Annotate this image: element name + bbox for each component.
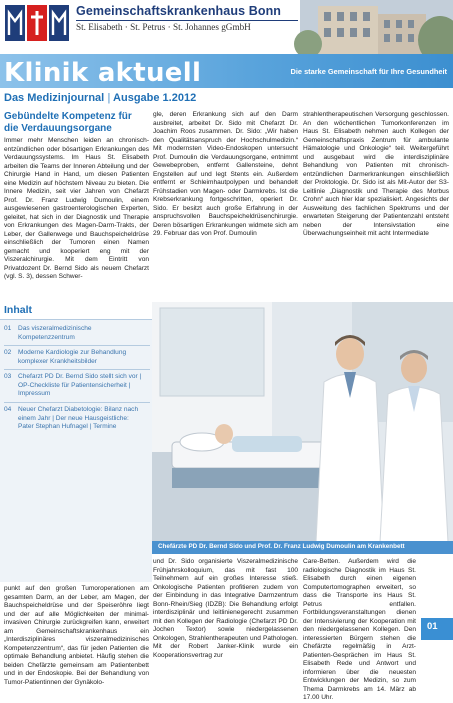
hospital-logo-icon (4, 3, 70, 45)
toc-divider (4, 369, 150, 370)
article-column-3: strahlentherapeutischen Versorgung geschlossen. An den wöchentlichen Tumorkonferenzen im Haus St. Elisabeth nehmen auch Kollegen der Gemeinschaftspraxis Zentrum für ambulante Hämatologie und Onkologie“ teil. Weitergeführt und ausgebaut wird die interdisziplinäre Behandlung von Patienten mit chronisch-entzündlichen Darmerkrankungen einschließlich der Proktologie. Dr. Sido ist als Mit-Autor der S3-Leitlinie „Diagnostik und Therapie des Morbus Crohn“ auch hier klar spezialisiert. Angesichts der Ausweitung des fachlichen Spektrums und der erwarteten Steigerung der Patientenzahl entsteht neben der Intensivstation eine Überwachungseinheit mit acht Intermediate (303, 111, 449, 237)
toc-divider (4, 402, 150, 403)
journal-subtitle: Das Medizinjournal (4, 92, 105, 104)
organization-subtitle: St. Elisabeth · St. Petrus · St. Johannes gGmbH (76, 22, 251, 32)
article-column-1: Immer mehr Menschen leiden an chronisch-entzündlichen oder bösartigen Erkrankungen des Verdauungssystems. Im Haus St. Elisabeth arbeiten die Teams der Inneren Abteilung und der Chirurgie Hand in Hand, um diesen Patienten eine Medizin auf höchstem Niveau zu bieten. Die Innere Medizin, seit vier Jahren von Chefarzt Prof. Dr. Franz Ludwig Dumoulin, einem ausgewiesenen gastroenterologischen Experten, geleitet, hat sich in der Diagnostik und Therapie von Erkrankungen des Magen-Darm-Trakts, der Leber, der Gallenwege und Bauchspeicheldrüse einschließlich der Tumoren einen Namen gemacht und kooperiert eng mit der Viszeralchirurgie. Mit dem Eintritt von Privatdozent Dr. Bernd Sido als neuem Chefarzt (vgl. S. 3), dessen Schwer- (4, 137, 149, 280)
page-number: 01 (427, 621, 438, 632)
header-divider (76, 20, 298, 21)
journal-title: Klinik aktuell (4, 58, 202, 88)
tagline: Die starke Gemeinschaft für Ihre Gesundheit (290, 67, 447, 76)
article-headline: Gebündelte Kompetenz für die Verdauungsorgane (4, 111, 132, 134)
article-column-2: gle, deren Erkrankung sich auf den Darm ausbreitet, arbeitet Dr. Sido mit Chefarzt Dr. Joachim Roos zusammen. Dr. Sido: „Wir haben den Qualitätsanspruch der Hochschulmedizin.“ Mit modernsten Video-Endoskopen untersucht Prof. Dumoulin die Verdauungsorgane, entnimmt Gewebeproben, entfernt Gallensteine, dehnt Engstellen auf und legt Stents ein. Außerdem entfernt er Schleimhautpolypen und behandelt Frühstadien von Magen- oder Darmkrebs. Ist die Krebserkrankung fortgeschritten, operiert Dr. Sido. Er besitzt auch große Erfahrung in der anspruchsvollen Bauchspeicheldrüsenchirurgie. Deren bösartigen Erkrankungen widmete sich am 29. Februar das von Prof. Dumoulin (153, 111, 298, 237)
toc-item[interactable] (4, 373, 150, 399)
toc-item[interactable] (4, 406, 150, 432)
toc-item-number: 04 (4, 406, 12, 413)
toc-item[interactable] (4, 325, 150, 342)
toc-item-number: 01 (4, 325, 12, 332)
issue-number: Ausgabe 1.2012 (113, 92, 197, 104)
toc-item-label: Neuer Chefarzt Diabetologie: Bilanz nach einem Jahr | Der neue Hausgeistliche: Pater Stephan Hufnagel | Termine (18, 406, 139, 430)
organization-name: Gemeinschaftskrankenhaus Bonn (76, 4, 282, 18)
toc-item-label: Chefarzt PD Dr. Bernd Sido stellt sich vor | OP-Checkliste für Patientensicherheit | Impressum (18, 373, 142, 397)
toc-item-number: 02 (4, 349, 12, 356)
toc-item-number: 03 (4, 373, 12, 380)
photo-caption: Chefärzte PD Dr. Bernd Sido und Prof. Dr. Franz Ludwig Dumoulin am Krankenbett (158, 543, 405, 550)
toc-item[interactable] (4, 349, 150, 366)
article-column-3-bottom: Care-Betten. Außerdem wird die radiologische Diagnostik im Haus St. Elisabeth durch einen eigenen Computertomographen erweitert, so dass die Transporte ins Haus St. Petrus entfallen. Fortbildungsveranstaltungen dienen der Intensivierung der Kooperation mit den niedergelassenen Kollegen. Den interessierten Bürgern stehen die Chefärzte regelmäßig in Arzt-Patienten-Gesprächen im Haus St. Elisabeth Rede und Antwort und informieren über die neuesten Entwicklungen der Medizin, so zum Thema Darmkrebs am 14. März ab 17.00 Uhr. (303, 558, 416, 701)
toc-title: Inhalt (0, 304, 152, 320)
building-photo (300, 0, 453, 54)
article-column-2-bottom: und Dr. Sido organisierte Viszeralmedizinische Frühjahrskolloquium, das mit fast 100 Teilnehmern auf ein großes Interesse stieß. Onkologische Patienten profitieren zudem von der Einbindung in das Integrative Darmzentrum Bonn-Rhein/Sieg (IDZB): Die Behandlung erfolgt interdisziplinär und leitlinienegerecht zusammen mit den Kollegen der Radiologie (Chefarzt PD Dr. Jochen Textor) sowie niedergelassenen Onkologen, Strahlentherapeuten und Pathologen. Mit der Robert Janker-Klinik wurde ein Kooperationsvertrag zur (153, 558, 298, 659)
toc-divider (4, 345, 150, 346)
issue-separator: | (107, 92, 111, 104)
masthead (0, 0, 453, 54)
issue-line (4, 92, 196, 104)
toc-item-label: Moderne Kardiologie zur Behandlung komplexer Krankheitsbilder (18, 349, 127, 365)
article-column-1-bottom: punkt auf den großen Tumoroperationen am gesamten Darm, an der Leber, am Magen, der Bauchspeicheldrüse und der Speiseröhre liegt und der auf alle Möglichkeiten der minimal-invasiven Chirurgie zurückgreifen kann, erweitert am Gemeinschaftskrankenhaus ein „Interdisziplinäres viszeralmedizinisches Kompetenzzentrum“, das für jeden Patienten die optimale Behandlung anbietet. Häufig stehen die beiden Chefärzte gemeinsam am Patientenbett und in der Endoskopie. Bei der Behandlung von Tumor-Patientinnen der Gynäkolo- (4, 585, 149, 686)
toc-item-label: Das viszeralmedizinische Kompetenzzentrum (18, 325, 92, 341)
doctors-photo (152, 302, 453, 542)
